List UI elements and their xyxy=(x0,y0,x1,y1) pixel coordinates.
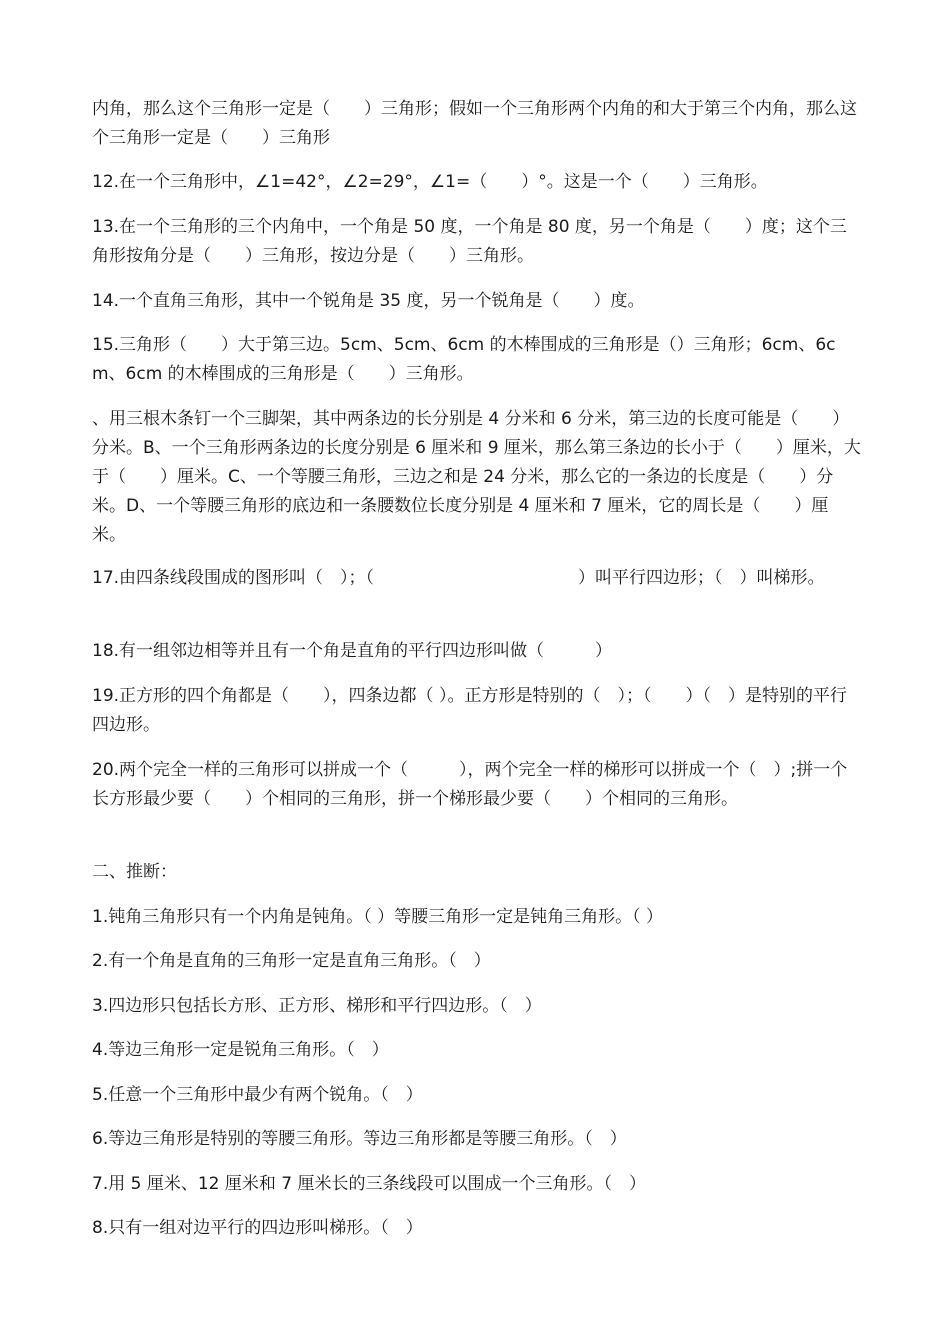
question-11-continued: 内角，那么这个三角形一定是（ ）三角形；假如一个三角形两个内角的和大于第三个内角，那么这个三角形一定是（ ）三角形 xyxy=(92,99,857,148)
question-14: 14.一个直角三角形，其中一个锐角是 35 度，另一个锐角是（ ）度。 xyxy=(92,291,645,311)
judgement-5: 5.任意一个三角形中最少有两个锐角。（ ） xyxy=(92,1085,423,1105)
question-13: 13.在一个三角形的三个内角中，一个角是 50 度，一个角是 80 度，另一个角是（ ）度；这个三角形按角分是（ ）三角形，按边分是（ ）三角形。 xyxy=(92,217,847,266)
question-15: 15.三角形（ ）大于第三边。5cm、5cm、6cm 的木棒围成的三角形是（）三角形；6cm、6cm、6cm 的木棒围成的三角形是（ ）三角形。 xyxy=(92,335,836,384)
question-12: 12.在一个三角形中，∠1=42°，∠2=29°，∠1=（ ）°。这是一个（ ）三角形。 xyxy=(92,172,768,192)
judgement-2: 2.有一个角是直角的三角形一定是直角三角形。（ ） xyxy=(92,951,491,971)
section-heading-judgement: 二、推断： xyxy=(92,862,177,882)
judgement-6: 6.等边三角形是特别的等腰三角形。等边三角形都是等腰三角形。（ ） xyxy=(92,1129,627,1149)
judgement-7: 7.用 5 厘米、12 厘米和 7 厘米长的三条线段可以围成一个三角形。（ ） xyxy=(92,1174,647,1194)
judgement-8: 8.只有一组对边平行的四边形叫梯形。（ ） xyxy=(92,1218,423,1238)
question-19: 19.正方形的四个角都是（ ），四条边都（ ）。正方形是特别的（ ）；（ ）（ ）是特别的平行四边形。 xyxy=(92,686,847,735)
question-18: 18.有一组邻边相等并且有一个角是直角的平行四边形叫做（ ） xyxy=(92,641,613,661)
question-16: 、用三根木条钉一个三脚架，其中两条边的长分别是 4 分米和 6 分米，第三边的长度可能是（ ）分米。B、一个三角形两条边的长度分别是 6 厘米和 9 厘米，那么第三条边的长小于（ ）厘米，大于（ ）厘米。C、一个等腰三角形，三边之和是 24 分米，那么它的一条边的长度是（ ）分米。D、一个等腰三角形的底边和一条腰数位长度分别是 4 厘米和 7 厘米，它的周长是（ ）厘米。 xyxy=(92,409,861,545)
judgement-3: 3.四边形只包括长方形、正方形、梯形和平行四边形。（ ） xyxy=(92,996,542,1016)
judgement-4: 4.等边三角形一定是锐角三角形。（ ） xyxy=(92,1040,389,1060)
judgement-1: 1.钝角三角形只有一个内角是钝角。（ ）等腰三角形一定是钝角三角形。（ ） xyxy=(92,907,664,927)
question-20: 20.两个完全一样的三角形可以拼成一个（ ），两个完全一样的梯形可以拼成一个（ ）;拼一个长方形最少要（ ）个相同的三角形，拼一个梯形最少要（ ）个相同的三角形。 xyxy=(92,760,848,809)
question-17: 17.由四条线段围成的图形叫（ ）；（ ）叫平行四边形；（ ）叫梯形。 xyxy=(92,568,825,588)
